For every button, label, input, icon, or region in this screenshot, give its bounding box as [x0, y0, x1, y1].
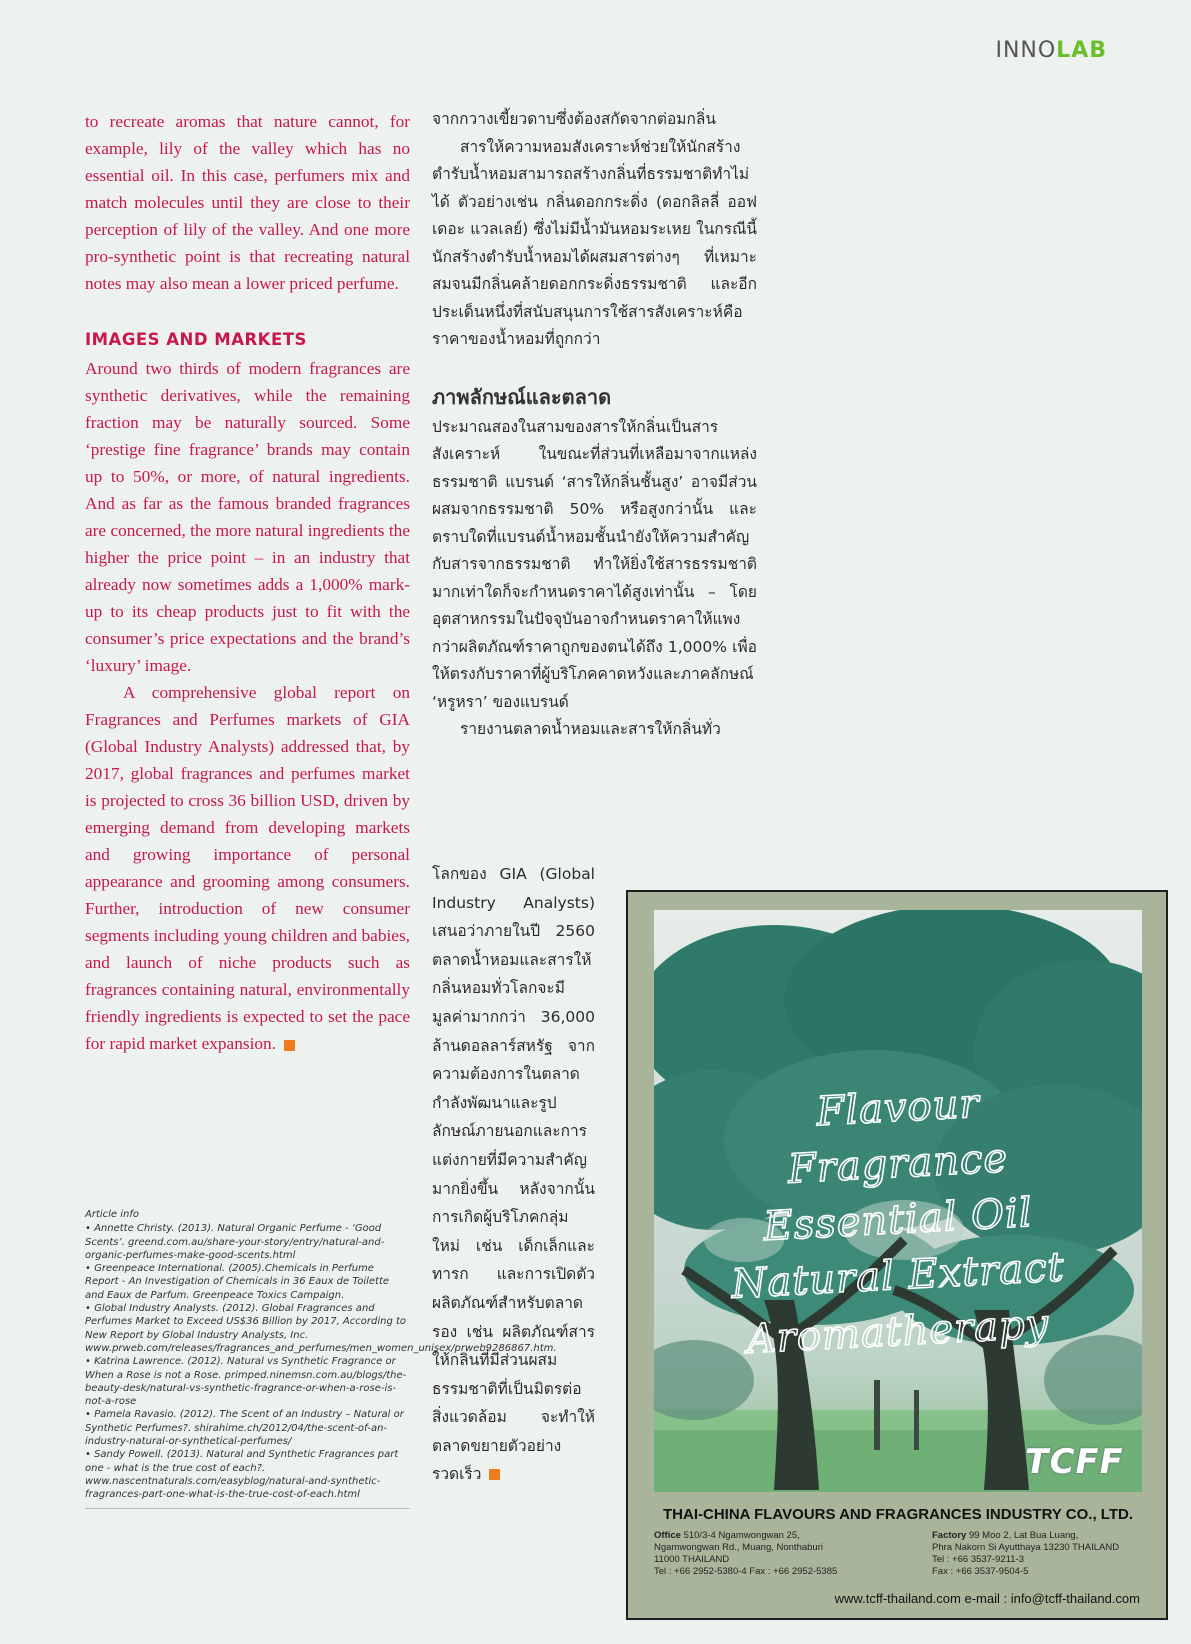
logo-lab: LAB [1056, 38, 1107, 63]
article-info [85, 1208, 557, 1509]
factory-line: Phra Nakorn Si Ayutthaya 13230 THAILAND [932, 1542, 1120, 1553]
reference-item: • Annette Christy. (2013). Natural Organic Perfume - ‘Good Scents’. greend.com.au/share-your-story/entry/natural-and-organic-perfumes-make-good-scents.html [85, 1223, 385, 1261]
ad-company-name: THAI-CHINA FLAVOURS AND FRAGRANCES INDUSTRY CO., LTD. [663, 1506, 1133, 1523]
ad-word: Flavour [815, 1080, 981, 1136]
reference-item: • Katrina Lawrence. (2012). Natural vs Synthetic Fragrance or When a Rose is not a Rose. primped.ninemsn.com.au/blogs/the-beauty-desk/natural-vs-synthetic-fragrance-or-when-a-rose-is-not-a-rose [85, 1356, 407, 1408]
office-line: Ngamwongwan Rd., Muang, Nonthaburi [654, 1542, 823, 1553]
ad-word-list [654, 1080, 1142, 1363]
office-line: Tel : +66 2952-5380-4 Fax : +66 2952-5385 [654, 1566, 838, 1577]
english-paragraph-3 [85, 679, 410, 1057]
reference-item: • Pamela Ravasio. (2012). The Scent of an Industry – Natural or Synthetic Perfumes?. shirahime.ch/2012/04/the-scent-of-an-industry-natural-or-synthetical-perfumes/ [85, 1409, 404, 1448]
factory-line: Tel : +66 3537-9211-3 [932, 1554, 1024, 1565]
ad-word: Fragrance [786, 1135, 1010, 1193]
office-line: 11000 THAILAND [654, 1554, 730, 1565]
thai-paragraph-5-text: โลกของ GIA (Global Industry Analysts) เสนอว่าภายในปี 2560 ตลาดน้ำหอมและสารให้กลิ่นหอมทั่วโลกจะมีมูลค่ามากกว่า 36,000 ล้านดอลลาร์สหรัฐ จากความต้องการในตลาดกำลังพัฒนาและรูปลักษณ์ภายนอกและการแต่งกายที่มีความสำคัญมากยิ่งขึ้น หลังจากนั้นการเกิดผู้บริโภคกลุ่มใหม่ เช่น เด็กเล็กและทารก และการเปิดตัวผลิตภัณฑ์สำหรับตลาดรอง เช่น ผลิตภัณฑ์สารให้กลิ่นที่มีส่วนผสมธรรมชาติที่เป็นมิตรต่อสิ่งแวดล้อม จะทำให้ตลาดขยายตัวอย่างรวดเร็ว [432, 865, 595, 1484]
article-info-title: Article info [85, 1209, 140, 1220]
end-square-icon [489, 1469, 500, 1480]
thai-paragraph-2: สารให้ความหอมสังเคราะห์ช่วยให้นักสร้างตำรับน้ำหอมสามารถสร้างกลิ่นที่ธรรมชาติทำไม่ได้ ตัวอย่างเช่น กลิ่นดอกกระดิ่ง (ดอกลิลลี่ ออฟ เดอะ แวลเลย์) ซึ่งไม่มีน้ำมันหอมระเหย ในกรณีนี้ นักสร้างตำรับน้ำหอมได้ผสมสารต่างๆ ที่เหมาะสมจนมีกลิ่นคล้ายดอกกระดิ่งธรรมชาติ และอีกประเด็นหนึ่งที่สนับสนุนการใช้สารสังเคราะห์คือราคาของน้ำหอมที่ถูกกว่า [432, 137, 757, 348]
english-heading: IMAGES AND MARKETS [85, 330, 307, 349]
factory-line: 99 Moo 2, Lat Bua Luang, [968, 1530, 1079, 1541]
innolab-logo [995, 38, 1107, 63]
end-square-icon [284, 1040, 295, 1051]
english-paragraph-3-text: A comprehensive global report on Fragrances and Perfumes markets of GIA (Global Industry Analysts) addressed that, by 2017, global fragrances and perfumes market is projected to cross 36 billion USD, driven by emerging demand from developing markets and growing importance of personal appearance and grooming among consumers. Further, introduction of new consumer segments including young children and babies, and launch of niche products such as fragrances containing natural, environmentally friendly ingredients is expected to set the pace for rapid market expansion. [85, 683, 410, 1053]
tree-photo [654, 910, 1142, 1492]
ad-word: Aromatherapy [745, 1301, 1051, 1363]
ad-website-email[interactable]: www.tcff-thailand.com e-mail : info@tcff-thailand.com [834, 1591, 1140, 1606]
office-address [654, 1530, 904, 1578]
english-paragraph-2: Around two thirds of modern fragrances are synthetic derivatives, while the remaining fraction may be naturally sourced. Some ‘prestige fine fragrance’ brands may contain up to 50%, or more, of natural ingredients. And as far as the famous branded fragrances are concerned, the more natural ingredients the higher the price point – in an industry that already now sometimes adds a 1,000% mark-up to its cheap products just to fit with the consumer’s price expectations and the brand’s ‘luxury’ image. [85, 359, 410, 675]
ad-word: Essential Oil [762, 1189, 1034, 1251]
factory-address [932, 1530, 1152, 1578]
office-label: Office [654, 1530, 681, 1541]
tcff-advertisement [626, 890, 1168, 1620]
office-line: 510/3-4 Ngamwongwan 25, [683, 1530, 800, 1541]
thai-paragraph-4: รายงานตลาดน้ำหอมและสารให้กลิ่นทั่ว [460, 720, 721, 738]
thai-paragraph-1: จากกวางเขี้ยวดาบซึ่งต้องสกัดจากต่อมกลิ่น [432, 110, 717, 128]
thai-paragraph-5 [432, 860, 595, 1489]
english-paragraph-1: to recreate aromas that nature cannot, for example, lily of the valley which has no essential oil. In this case, perfumers mix and match molecules until they are close to their perception of lily of the valley. And one more pro-synthetic point is that recreating natural notes may also mean a lower priced perfume. [85, 112, 410, 293]
thai-paragraph-3: ประมาณสองในสามของสารให้กลิ่นเป็นสารสังเคราะห์ ในขณะที่ส่วนที่เหลือมาจากแหล่งธรรมชาติ แบรนด์ ‘สารให้กลิ่นชั้นสูง’ อาจมีส่วนผสมจากธรรมชาติ 50% หรือสูงกว่านั้น และตราบใดที่แบรนด์น้ำหอมชั้นนำยังให้ความสำคัญกับสารจากธรรมชาติ ทำให้ยิ่งใช้สารธรรมชาติมากเท่าใดก็จะกำหนดราคาได้สูงเท่านั้น – โดยอุตสาหกรรมในปัจจุบันอาจกำหนดราคาให้แพงกว่าผลิตภัณฑ์ราคาถูกของตนได้ถึง 1,000% เพื่อให้ตรงกับราคาที่ผู้บริโภคคาดหวังและภาคลักษณ์ ‘หรูหรา’ ของแบรนด์ [432, 417, 757, 711]
tcff-logo: TCFF [1021, 1442, 1128, 1482]
thai-column-narrow [432, 860, 595, 1489]
english-column [85, 108, 410, 1057]
factory-label: Factory [932, 1530, 967, 1541]
thai-column [432, 106, 757, 744]
reference-divider [85, 1508, 410, 1509]
logo-inno: INNO [995, 38, 1057, 63]
ad-word: Natural Extract [730, 1244, 1066, 1308]
thai-heading: ภาพลักษณ์และตลาด [432, 384, 612, 409]
factory-line: Fax : +66 3537-9504-5 [932, 1566, 1029, 1577]
reference-item: • Sandy Powell. (2013). Natural and Synthetic Fragrances part one - what is the true cost of each?. www.nascentnaturals.com/easyblog/natural-and-synthetic-fragrances-part-one-what-is-the-true-cost-of-each.html [85, 1449, 399, 1501]
reference-item: • Global Industry Analysts. (2012). Global Fragrances and Perfumes Market to Exceed US$36 Billion by 2017, According to New Report by Global Industry Analysts, Inc. www.prweb.com/releases/fragrances_and_perfumes/men_women_unisex/prweb9286867.htm. [85, 1303, 557, 1354]
reference-item: • Greenpeace International. (2005).Chemicals in Perfume Report - An Investigation of Chemicals in 36 Eaux de Toilette and Eaux de Parfum. Greenpeace Toxics Campaign. [85, 1263, 390, 1301]
